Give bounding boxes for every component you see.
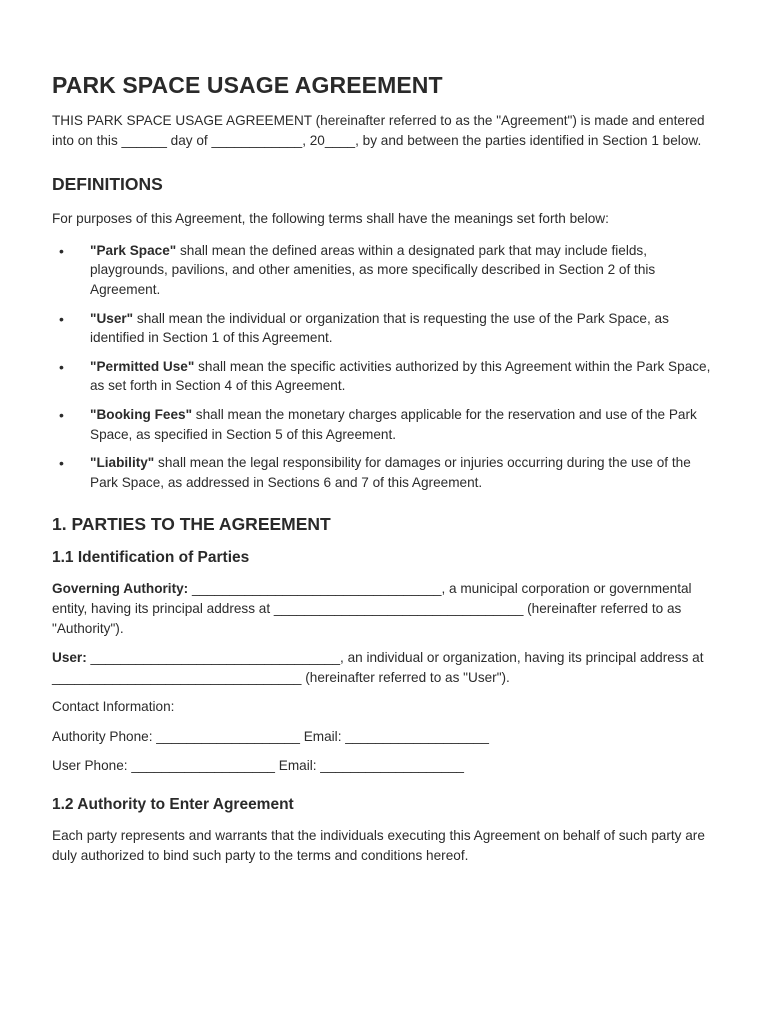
definition-text: shall mean the specific activities authorized by this Agreement within the Park Space, as set forth in Section 4 of this Agreement. [90, 358, 711, 394]
definitions-intro: For purposes of this Agreement, the following terms shall have the meanings set forth below: [52, 211, 609, 227]
definition-item [52, 357, 718, 396]
authority-label: Governing Authority: [52, 581, 189, 597]
definition-text: shall mean the individual or organization that is requesting the use of the Park Space, as identified in Section 1 of this Agreement. [90, 310, 669, 346]
definition-term: "User" [90, 310, 134, 326]
user-label: User: [52, 650, 87, 666]
document-title: PARK SPACE USAGE AGREEMENT [52, 72, 443, 98]
definition-item [52, 309, 718, 348]
definition-term: "Booking Fees" [90, 406, 193, 422]
definition-term: "Liability" [90, 455, 155, 471]
definitions-list [52, 241, 718, 493]
bullet-icon: • [59, 406, 64, 423]
section1-1-heading: 1.1 Identification of Parties [52, 549, 250, 567]
definition-text: shall mean the defined areas within a designated park that may include fields, playgrounds, pavilions, and other amenities, as more specifically described in Section 2 of this Agreement. [90, 242, 656, 297]
definition-item [52, 405, 718, 444]
definition-term: "Permitted Use" [90, 358, 195, 374]
bullet-icon: • [59, 310, 64, 327]
authority-paragraph [52, 579, 718, 638]
contact-heading: Contact Information: [52, 699, 175, 715]
authority-to-enter-paragraph: Each party represents and warrants that the individuals executing this Agreement on behalf of such party are duly authorized to bind such party to the terms and conditions hereof. [52, 828, 705, 863]
bullet-icon: • [59, 358, 64, 375]
section1-heading: 1. PARTIES TO THE AGREEMENT [52, 514, 331, 535]
definition-item [52, 453, 718, 492]
authority-contact-line: Authority Phone: ___________________ Email: ___________________ [52, 728, 489, 744]
definition-term: "Park Space" [90, 242, 177, 258]
authority-text: _________________________________, a municipal corporation or governmental entity, having its principal address at _________________________________ (hereinafter referred to as "Authority"). [52, 581, 692, 636]
section1-2-heading: 1.2 Authority to Enter Agreement [52, 796, 294, 814]
intro-paragraph: THIS PARK SPACE USAGE AGREEMENT (hereinafter referred to as the "Agreement") is made and entered into on this ______ day of ____________, 20____, by and between the parties identified in Section 1 below. [52, 113, 705, 148]
bullet-icon: • [59, 242, 64, 259]
definition-text: shall mean the monetary charges applicable for the reservation and use of the Park Space, as specified in Section 5 of this Agreement. [90, 406, 697, 442]
bullet-icon: • [59, 455, 64, 472]
definition-item [52, 241, 718, 300]
definitions-heading: DEFINITIONS [52, 174, 163, 195]
definition-text: shall mean the legal responsibility for damages or injuries occurring during the use of the Park Space, as addressed in Sections 6 and 7 of this Agreement. [90, 455, 691, 490]
user-paragraph [52, 648, 718, 687]
user-contact-line: User Phone: ___________________ Email: ___________________ [52, 758, 464, 774]
user-text: _________________________________, an individual or organization, having its principal address at _________________________________ (hereinafter referred to as "User"). [52, 650, 704, 685]
